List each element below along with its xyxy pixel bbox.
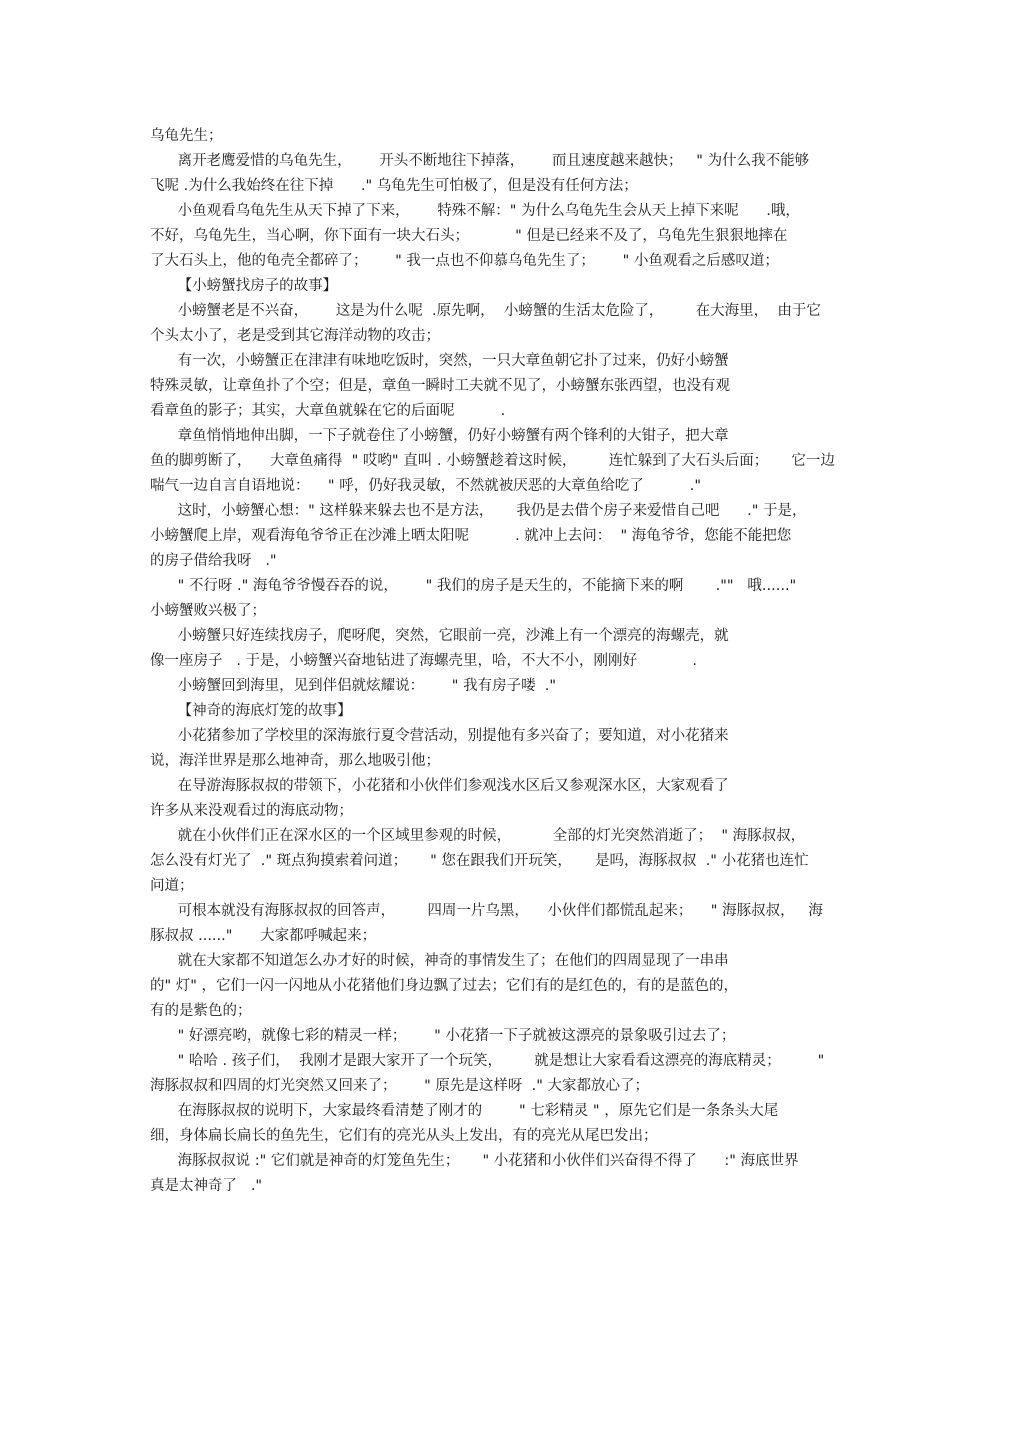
text-line: 小螃蟹爬上岸，观看海龟爷爷正在沙滩上晒太阳呢 . 就冲上去问： " 海龟爷爷，您能不能把您 bbox=[150, 528, 792, 544]
text-line: 真是太神奇了 ." bbox=[150, 1178, 263, 1194]
text-line: 不好，乌龟先生，当心啊，你下面有一块大石头； " 但是已经来不及了，乌龟先生狠狠地摔在 bbox=[150, 228, 788, 244]
text-line: 【小螃蟹找房子的故事】 bbox=[150, 278, 338, 294]
text-line: 飞呢 .为什么我始终在往下掉 ." 乌龟先生可怕极了，但是没有任何方法； bbox=[150, 178, 638, 194]
paragraph bbox=[150, 1024, 880, 1049]
text-line: 可根本就没有海豚叔叔的回答声， 四周一片乌黑， 小伙伴们都慌乱起来； " 海豚叔叔， 海 bbox=[150, 903, 823, 919]
paragraph bbox=[150, 349, 880, 424]
text-line: 小螃蟹回到海里，见到伴侣就炫耀说： " 我有房子喽 ." bbox=[150, 678, 557, 694]
text-line: " 好漂亮哟，就像七彩的精灵一样； " 小花猪一下子就被这漂亮的景象吸引过去了； bbox=[150, 1028, 736, 1044]
text-line: 有的是紫色的； bbox=[150, 1003, 252, 1019]
paragraph bbox=[150, 724, 880, 774]
text-line: 在导游海豚叔叔的带领下，小花猪和小伙伴们参观浅水区后又参观深水区，大家观看了 bbox=[150, 778, 729, 794]
paragraph bbox=[150, 774, 880, 824]
text-line: 在海豚叔叔的说明下，大家最终看清楚了刚才的 " 七彩精灵 " ，原先它们是一条条头大尾 bbox=[150, 1103, 779, 1119]
text-line: 这时，小螃蟹心想：" 这样躲来躲去也不是方法， 我仍是去借个房子来爱惜自己吧 ." 于是， bbox=[150, 503, 807, 519]
paragraph bbox=[150, 1149, 880, 1199]
text-line: 鱼的脚剪断了， 大章鱼痛得 " 哎哟" 直叫 . 小螃蟹趁着这时候， 连忙躲到了大石头后面； 它一边 bbox=[150, 453, 835, 469]
paragraph bbox=[150, 149, 880, 199]
paragraph bbox=[150, 824, 880, 899]
paragraph bbox=[150, 699, 880, 724]
text-line: 说，海洋世界是那么地神奇，那么地吸引他； bbox=[150, 753, 440, 769]
paragraph bbox=[150, 274, 880, 299]
text-line: 喘气一边自言自语地说： " 呼，仍好我灵敏，不然就被厌恶的大章鱼给吃了 ." bbox=[150, 478, 702, 494]
paragraph bbox=[150, 424, 880, 499]
text-line: " 不行呀 ." 海龟爷爷慢吞吞的说， " 我们的房子是天生的，不能摘下来的啊 ."" 哦......" bbox=[150, 578, 797, 594]
paragraph bbox=[150, 124, 880, 149]
text-line: 小鱼观看乌龟先生从天下掉了下来， 特殊不解：" 为什么乌龟先生会从天上掉下来呢 .哦， bbox=[150, 203, 800, 219]
text-line: 就在大家都不知道怎么办才好的时候，神奇的事情发生了；在他们的四周显现了一串串 bbox=[150, 953, 729, 969]
text-line: 的" 灯" ，它们一闪一闪地从小花猪他们身边飘了过去；它们有的是红色的，有的是蓝色的， bbox=[150, 978, 739, 994]
text-line: 的房子借给我呀 ." bbox=[150, 553, 277, 569]
text-line: 就在小伙伴们正在深水区的一个区域里参观的时候， 全部的灯光突然消逝了； " 海豚叔叔， bbox=[150, 828, 806, 844]
text-line: 个头太小了，老是受到其它海洋动物的攻击； bbox=[150, 328, 440, 344]
document-body bbox=[150, 124, 880, 1199]
text-line: 小花猪参加了学校里的深海旅行夏令营活动，别提他有多兴奋了；要知道，对小花猪来 bbox=[150, 728, 729, 744]
text-line: 海豚叔叔说 :" 它们就是神奇的灯笼鱼先生； " 小花猪和小伙伴们兴奋得不得了 :" 海底世界 bbox=[150, 1153, 799, 1169]
text-line: 许多从来没观看过的海底动物； bbox=[150, 803, 353, 819]
text-line: 像一座房子 . 于是，小螃蟹兴奋地钻进了海螺壳里，哈，不大不小，刚刚好 . bbox=[150, 653, 697, 669]
paragraph bbox=[150, 949, 880, 1024]
paragraph bbox=[150, 1049, 880, 1099]
text-line: 有一次，小螃蟹正在津津有味地吃饭时，突然，一只大章鱼朝它扑了过来，仍好小螃蟹 bbox=[150, 353, 729, 369]
text-line: 怎么没有灯光了 ." 斑点狗摸索着问道； " 您在跟我们开玩笑， 是吗，海豚叔叔 ." 小花猪也连忙 bbox=[150, 853, 809, 869]
text-line: 离开老鹰爱惜的乌龟先生， 开头不断地往下掉落， 而且速度越来越快； " 为什么我不能够 bbox=[150, 153, 810, 169]
paragraph bbox=[150, 674, 880, 699]
paragraph bbox=[150, 499, 880, 574]
paragraph bbox=[150, 199, 880, 274]
paragraph bbox=[150, 574, 880, 624]
paragraph bbox=[150, 299, 880, 349]
paragraph bbox=[150, 899, 880, 949]
paragraph bbox=[150, 624, 880, 674]
text-line: 小螃蟹只好连续找房子，爬呀爬，突然，它眼前一亮，沙滩上有一个漂亮的海螺壳，就 bbox=[150, 628, 729, 644]
text-line: 看章鱼的影子；其实，大章鱼就躲在它的后面呢 . bbox=[150, 403, 506, 419]
text-line: 【神奇的海底灯笼的故事】 bbox=[150, 703, 352, 719]
text-line: 细，身体扁长扁长的鱼先生，它们有的亮光从头上发出，有的亮光从尾巴发出； bbox=[150, 1128, 658, 1144]
paragraph bbox=[150, 1099, 880, 1149]
text-line: " 哈哈 . 孩子们， 我刚才是跟大家开了一个玩笑， 就是想让大家看看这漂亮的海底精灵； " bbox=[150, 1053, 825, 1069]
text-line: 海豚叔叔和四周的灯光突然又回来了； " 原先是这样呀 ." 大家都放心了； bbox=[150, 1078, 650, 1094]
text-line: 豚叔叔 ......" 大家都呼喊起来； bbox=[150, 928, 377, 944]
text-line: 问道； bbox=[150, 878, 194, 894]
text-line: 小螃蟹老是不兴奋， 这是为什么呢 .原先啊， 小螃蟹的生活太危险了， 在大海里， 由于它 bbox=[150, 303, 821, 319]
text-line: 小螃蟹败兴极了； bbox=[150, 603, 266, 619]
text-line: 乌龟先生； bbox=[150, 128, 223, 144]
text-line: 特殊灵敏，让章鱼扑了个空；但是，章鱼一瞬时工夫就不见了，小螃蟹东张西望，也没有观 bbox=[150, 378, 730, 394]
text-line: 章鱼悄悄地伸出脚，一下子就卷住了小螃蟹，仍好小螃蟹有两个锋利的大钳子，把大章 bbox=[150, 428, 729, 444]
text-line: 了大石头上，他的龟壳全都碎了； " 我一点也不仰慕乌龟先生了； " 小鱼观看之后感叹道； bbox=[150, 253, 779, 269]
